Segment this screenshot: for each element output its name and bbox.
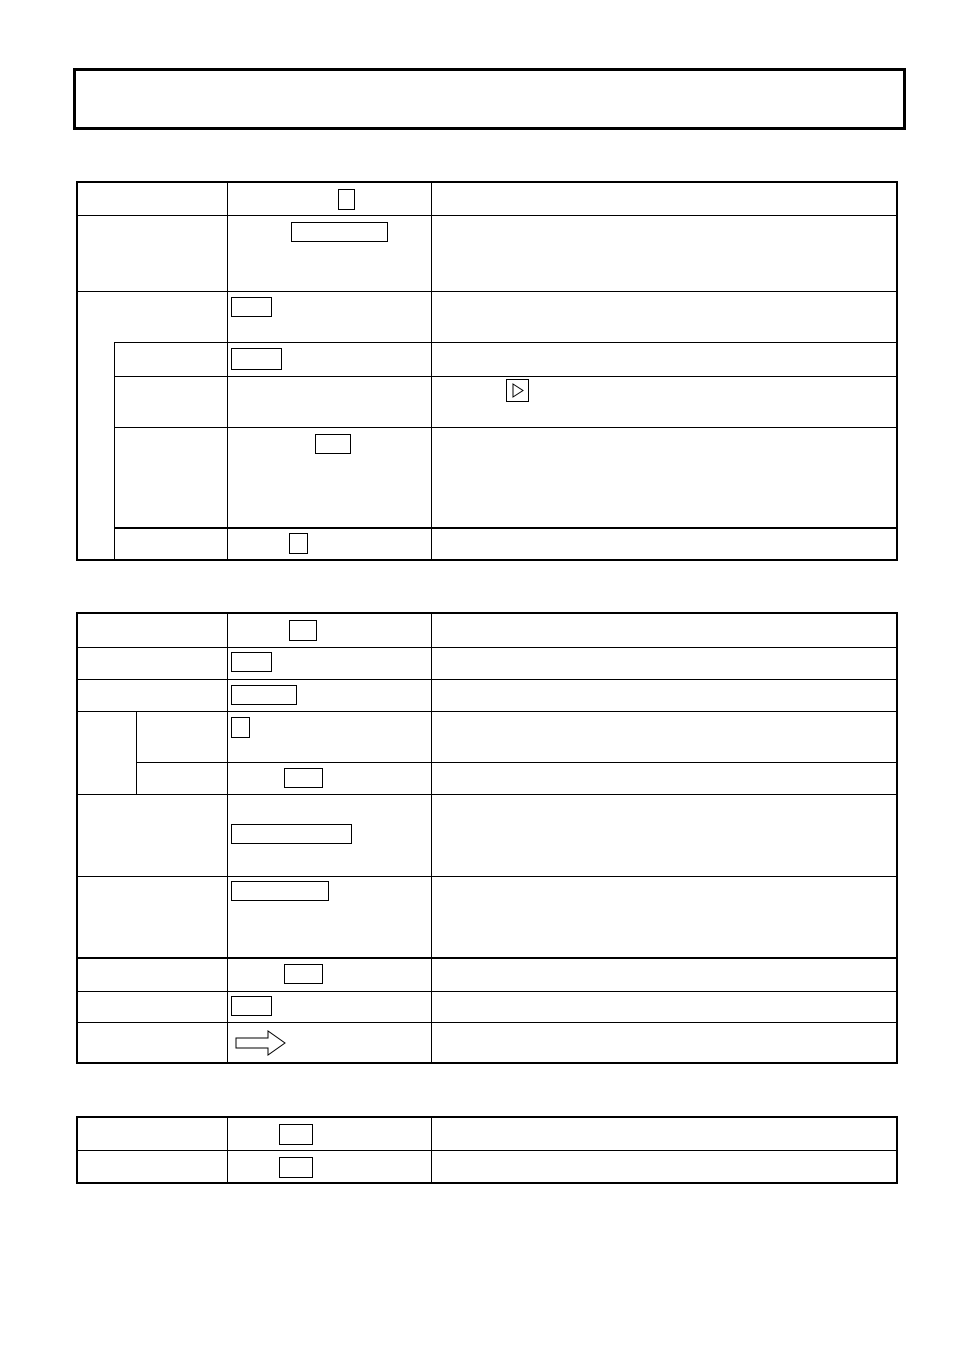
key-box bbox=[284, 768, 323, 788]
row-divider bbox=[114, 342, 896, 343]
row-divider bbox=[78, 679, 896, 680]
row-divider bbox=[78, 647, 896, 648]
key-box bbox=[231, 824, 352, 844]
key-box bbox=[284, 964, 323, 984]
key-box bbox=[231, 652, 272, 672]
col-divider bbox=[227, 183, 228, 559]
row-divider bbox=[78, 1150, 896, 1151]
row-divider bbox=[114, 527, 896, 529]
table-3 bbox=[76, 1116, 898, 1184]
col-divider bbox=[227, 614, 228, 1062]
row-divider bbox=[78, 957, 896, 959]
row-divider bbox=[78, 215, 896, 216]
row-divider bbox=[78, 1022, 896, 1023]
row-divider bbox=[78, 876, 896, 877]
row-divider bbox=[78, 794, 896, 795]
table-1 bbox=[76, 181, 898, 561]
right-arrow-icon bbox=[235, 1030, 287, 1056]
col-divider bbox=[431, 183, 432, 559]
key-box bbox=[279, 1157, 313, 1178]
key-box bbox=[231, 717, 250, 738]
key-box bbox=[315, 434, 351, 454]
key-box bbox=[289, 533, 308, 554]
row-divider bbox=[78, 291, 896, 292]
table-2 bbox=[76, 612, 898, 1064]
key-box bbox=[279, 1124, 313, 1145]
key-box bbox=[231, 297, 272, 317]
row-divider bbox=[78, 711, 896, 712]
key-box bbox=[231, 685, 297, 705]
key-box bbox=[338, 189, 355, 210]
row-divider bbox=[114, 376, 896, 377]
play-triangle-icon bbox=[506, 379, 529, 402]
sub-col-divider bbox=[136, 711, 137, 794]
row-divider bbox=[114, 427, 896, 428]
page-header-box bbox=[73, 68, 906, 130]
col-divider bbox=[431, 614, 432, 1062]
key-box bbox=[291, 222, 388, 242]
key-box bbox=[231, 348, 282, 370]
row-divider bbox=[136, 762, 896, 763]
key-box bbox=[231, 881, 329, 901]
key-box bbox=[231, 996, 272, 1016]
key-box bbox=[289, 620, 317, 641]
row-divider bbox=[78, 991, 896, 992]
